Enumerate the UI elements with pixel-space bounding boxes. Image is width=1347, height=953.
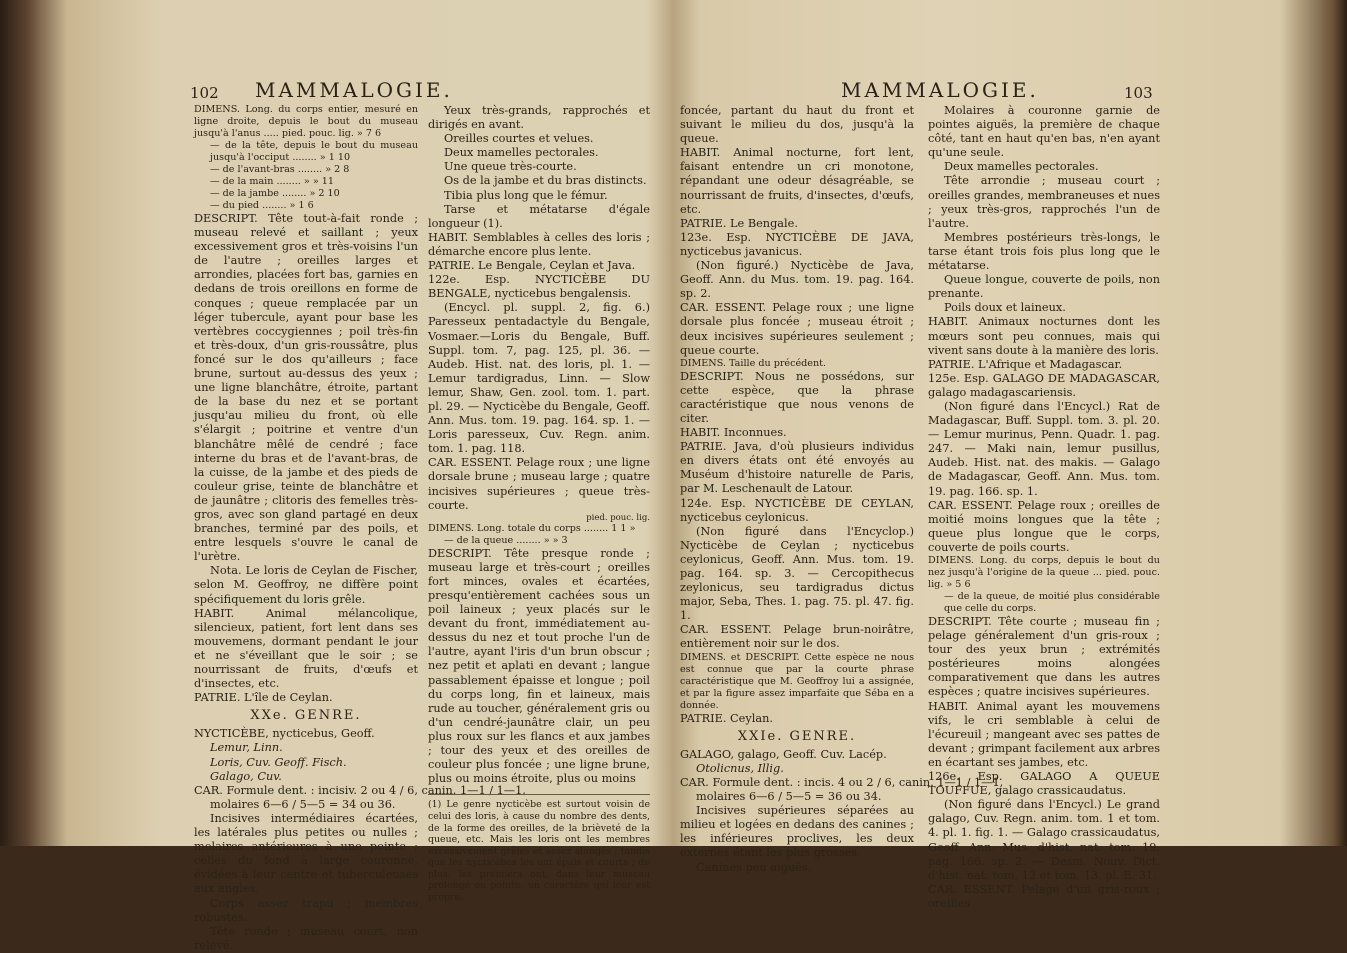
paragraph: CAR. Formule dent. : incis. 4 ou 2 / 6, canin. 1—1 / 1—1, (680, 775, 1004, 789)
paragraph: CAR. ESSENT. Pelage roux ; une ligne dorsale plus foncée ; museau étroit ; deux incisives supérieures seulement ; queue courte. (680, 301, 914, 357)
paragraph: DESCRIPT. Tête tout-à-fait ronde ; museau relevé et saillant ; yeux excessivement gros et très-voisins l'un de l'autre ; oreilles larges et arrondies, placées fort bas, garnies en dedans de trois oreillons en forme de conques ; queue remplacée par un léger tubercule, ayant pour base les vertèbres coccygiennes ; poil très-fin et très-doux, d'un gris-roussâtre, plus foncé sur le dos qu'ailleurs ; face brune, surtout au-dessus des yeux ; une ligne blanchâtre, étroite, partant de la base du nez et se portant jusqu'au milieu du front, où elle s'élargit ; poitrine et ventre d'un blanchâtre mêlé de cendré ; face interne du bras et de l'avant-bras, de la cuisse, de la jambe et des pieds de couleur grise, teinte de blanchâtre et de jaunâtre ; clitoris des femelles très-gros, avec son gland partagé en deux branches, terminé par des poils, et entre lesquels s'ouvre le canal de l'urètre. (194, 212, 418, 564)
right-column-1 (680, 104, 1004, 874)
paragraph: DESCRIPT. Nous ne possédons, sur cette espèce, que la phrase caractéristique que nous venons de citer. (680, 369, 914, 425)
paragraph: CAR. ESSENT. Pelage roux ; oreilles de moitié moins longues que la tête ; queue plus longue que le corps, couverte de poils courts. (928, 498, 1160, 554)
paragraph: 122e. Esp. NYCTICÈBE DU BENGALE, nycticebus bengalensis. (428, 273, 650, 301)
paragraph: CAR. ESSENT. Pelage brun-noirâtre, entièrement noir sur le dos. (680, 623, 914, 651)
paragraph: Os de la jambe et du bras distincts. (444, 174, 647, 188)
paragraph: DIMENS. Taille du précédent. (680, 357, 827, 369)
paragraph: DIMENS. Long. du corps entier, mesuré en ligne droite, depuis le bout du museau jusqu'à l'anus ..... pied. pouc. lig. » 7 6 (194, 104, 418, 139)
paragraph: CAR. ESSENT. Pelage d'un gris-roux ; oreilles (928, 882, 1160, 910)
paragraph: HABIT. Animal nocturne, fort lent, faisant entendre un cri monotone, répandant une odeur désagréable, se nourrissant de fruits, d'insectes, d'œufs, etc. (680, 146, 914, 216)
paragraph: Loris, Cuv. Geoff. Fisch. (210, 755, 347, 769)
paragraph: PATRIE. Java, d'où plusieurs individus en divers états ont été envoyés au Muséum d'histoire naturelle de Paris, par M. Leschenault de Latour. (680, 440, 914, 496)
paragraph: 125e. Esp. GALAGO DE MADAGASCAR, galago madagascariensis. (928, 371, 1160, 399)
paragraph: — de la tête, depuis le bout du museau jusqu'à l'occiput ........ » 1 10 (210, 140, 418, 163)
paragraph: CAR. ESSENT. Pelage roux ; une ligne dorsale brune ; museau large ; quatre incisives supérieures ; queue très-courte. (428, 456, 650, 512)
paragraph: Membres postérieurs très-longs, le tarse étant trois fois plus long que le métatarse. (928, 230, 1160, 273)
right-page (676, 0, 1296, 910)
paragraph: PATRIE. L'île de Ceylan. (194, 691, 333, 705)
paragraph: — de la jambe ........ » 2 10 (210, 188, 340, 199)
paragraph: CAR. Formule dent. : incisiv. 2 ou 4 / 6, canin. 1—1 / 1—1, (194, 783, 526, 797)
paragraph: 123e. Esp. NYCTICÈBE DE JAVA, nycticebus javanicus. (680, 230, 914, 258)
paragraph: 124e. Esp. NYCTICÈBE DE CEYLAN, nycticebus ceylonicus. (680, 496, 914, 524)
page-number: 103 (1124, 84, 1153, 102)
paragraph: Tibia plus long que le fémur. (444, 188, 608, 202)
paragraph: Otolicnus, Illig. (696, 761, 784, 775)
paragraph: HABIT. Animal ayant les mouvemens vifs, le cri semblable à celui de l'écureuil ; mangeant avec ses pattes de devant ; grimpant facilement aux arbres en écartant ses jambes, etc. (928, 699, 1160, 769)
paragraph: Incisives supérieures séparées au milieu et logées en dedans des canines ; les inférieures proclives, les deux externes étant les plus grosses. (680, 804, 914, 860)
paragraph: Nota. Le loris de Ceylan de Fischer, selon M. Geoffroy, ne diffère point spécifiquement du loris grêle. (194, 564, 418, 606)
paragraph: Tête ronde ; museau court, non relevé. (194, 924, 418, 952)
paragraph: Lemur, Linn. (210, 741, 283, 755)
paragraph: (Non figuré dans l'Encycl.) Le grand galago, Cuv. Regn. anim. tom. 1 et tom. 4. pl. 1. fig. 1. — Galago crassicaudatus, Geoff. Ann. Mus. d'hist. nat. tom. 19. pag. 166. sp. 2. — Desm. Nouv. Dict. d'hist. nat. tom. 12 et tom. 13. pl. E. 31. (928, 798, 1160, 882)
paragraph: HABIT. Inconnues. (680, 426, 787, 440)
paragraph: PATRIE. Le Bengale, Ceylan et Java. (428, 259, 636, 273)
paragraph: molaires 6—6 / 5—5 = 34 ou 36. (210, 797, 396, 811)
paragraph: DESCRIPT. Tête presque ronde ; museau large et très-court ; oreilles fort minces, ovales et écartées, presqu'entièrement cachées sous un poil laineux ; yeux placés sur le devant du front, immédiatement au-dessus du nez et tout proche l'un de l'autre, ayant l'iris d'un brun obscur ; nez petit et aplati en devant ; langue passablement épaisse et longue ; poil du corps long, fin et laineux, mais rude au toucher, généralement gris ou d'un cendré-jaunâtre clair, un peu plus roux sur les flancs et aux jambes ; tour des yeux et des oreilles de couleur plus foncée ; une ligne brune, plus ou moins étroite, plus ou moins (428, 546, 650, 786)
paragraph: Tarse et métatarse d'égale longueur (1). (428, 202, 650, 230)
paragraph: Oreilles courtes et velues. (444, 132, 594, 146)
paragraph: DIMENS. Long. totale du corps ........ 1 1 » (428, 522, 636, 534)
paragraph: — de la queue, de moitié plus considérable que celle du corps. (944, 591, 1160, 614)
paragraph: (1) Le genre nycticèbe est surtout voisin de celui des loris, à cause du nombre des dents, de la forme des oreilles, de la brièveté de la queue, etc. Mais les loris ont les membres excessivement grêles et assez alongés ; tandis que les nycticèbes les ont épais et courts ; de plus, les premiers ont, dans leur museau prolongé ou pointu, un caractère qui leur est propre. (428, 794, 650, 903)
paragraph: — de la main ........ » » 11 (210, 176, 334, 187)
left-page (60, 0, 672, 952)
paragraph: Canines peu aiguës. (696, 860, 812, 874)
paragraph: DIMENS. Long. du corps, depuis le bout du nez jusqu'à l'origine de la queue ... pied. pouc. lig. » 5 6 (928, 555, 1160, 590)
paragraph: Deux mamelles pectorales. (444, 146, 599, 160)
paragraph: DESCRIPT. Tête courte ; museau fin ; pelage généralement d'un gris-roux ; tour des yeux brun ; extrémités postérieures moins alongées comparativement que dans les autres espèces ; quatre incisives supérieures. (928, 615, 1160, 699)
paragraph: (Encycl. pl. suppl. 2, fig. 6.) Paresseux pentadactyle du Bengale, Vosmaer.—Loris du Bengale, Buff. Suppl. tom. 7, pag. 125, pl. 36. — Audeb. Hist. nat. des loris, pl. 1. — Lemur tardigradus, Linn. — Slow lemur, Shaw, Gen. zool. tom. 1. part. pl. 29. — Nycticèbe du Bengale, Geoff. Ann. Mus. tom. 19. pag. 164. sp. 1. — Loris paresseux, Cuv. Regn. anim. tom. 1. pag. 118. (428, 301, 650, 456)
paragraph: Tête arrondie ; museau court ; oreilles grandes, membraneuses et nues ; yeux très-gros, rapprochés l'un de l'autre. (928, 174, 1160, 230)
paragraph: PATRIE. L'Afrique et Madagascar. (928, 357, 1123, 371)
paragraph: pied. pouc. lig. (586, 512, 650, 523)
running-head: MAMMALOGIE. (255, 78, 453, 102)
paragraph: PATRIE. Ceylan. (680, 711, 773, 725)
paragraph: XXIe. GENRE. (737, 728, 857, 744)
paragraph: HABIT. Animal mélancolique, silencieux, patient, fort lent dans ses mouvemens, dormant pendant le jour et ne s'éveillant que le soir ; se nourrissant de fruits, d'œufs et d'insectes, etc. (194, 606, 418, 691)
paragraph: XXe. GENRE. (250, 708, 362, 724)
paragraph: Yeux très-grands, rapprochés et dirigés en avant. (428, 104, 650, 132)
paragraph: foncée, partant du haut du front et suivant le milieu du dos, jusqu'à la queue. (680, 104, 914, 146)
paragraph: 126e. Esp. GALAGO A QUEUE TOUFFUE, galago crassicaudatus. (928, 770, 1160, 798)
paragraph: — du pied ........ » 1 6 (210, 200, 314, 211)
paragraph: Corps assez trapu ; membres robustes. (194, 896, 418, 924)
page-number: 102 (190, 84, 219, 102)
paragraph: Galago, Cuv. (210, 769, 282, 783)
paragraph: Poils doux et laineux. (944, 301, 1066, 315)
paragraph: HABIT. Animaux nocturnes dont les mœurs sont peu connues, mais qui vivent sans doute à la manière des loris. (928, 315, 1160, 357)
right-column-2 (928, 104, 1160, 910)
left-column-2 (428, 104, 650, 904)
paragraph: DIMENS. et DESCRIPT. Cette espèce ne nous est connue que par la courte phrase caractéristique que M. Geoffroy lui a assignée, et par la figure assez imparfaite que Séba en a donnée. (680, 651, 914, 711)
paragraph: GALAGO, galago, Geoff. Cuv. Lacép. (680, 747, 887, 761)
paragraph: — de la queue ........ » » 3 (444, 534, 568, 546)
paragraph: HABIT. Semblables à celles des loris ; démarche encore plus lente. (428, 230, 650, 258)
running-head: MAMMALOGIE. (841, 78, 1039, 102)
paragraph: — de l'avant-bras ........ » 2 8 (210, 164, 350, 175)
paragraph: Incisives intermédiaires écartées, les latérales plus petites ou nulles ; molaires antérieures à une pointe ; celles du fond à large couronne, évidées à leur centre et tuberculeuses aux angles. (194, 811, 418, 896)
paragraph: PATRIE. Le Bengale. (680, 216, 798, 230)
paragraph: (Non figuré.) Nycticèbe de Java, Geoff. Ann. du Mus. tom. 19. pag. 164. sp. 2. (680, 259, 914, 301)
paragraph: Queue longue, couverte de poils, non prenante. (928, 273, 1160, 301)
paragraph: Deux mamelles pectorales. (944, 160, 1099, 174)
paragraph: (Non figuré dans l'Encyclop.) Nycticèbe de Ceylan ; nycticebus ceylonicus, Geoff. Ann. Mus. tom. 19. pag. 164. sp. 3. — Cercopithecus zeylonicus, seu tardigradus dictus major, Seba, Thes. 1. pag. 75. pl. 47. fig. 1. (680, 524, 914, 623)
paragraph: NYCTICÈBE, nycticebus, Geoff. (194, 727, 375, 741)
paragraph: Molaires à couronne garnie de pointes aiguës, la première de chaque côté, tant en haut qu'en bas, n'en ayant qu'une seule. (928, 104, 1160, 160)
paragraph: molaires 6—6 / 5—5 = 36 ou 34. (696, 790, 882, 804)
paragraph: Une queue très-courte. (444, 160, 577, 174)
paragraph: (Non figuré dans l'Encycl.) Rat de Madagascar, Buff. Suppl. tom. 3. pl. 20. — Lemur murinus, Penn. Quadr. 1. pag. 247. — Maki nain, lemur pusillus, Audeb. Hist. nat. des makis. — Galago de Madagascar, Geoff. Ann. Mus. tom. 19. pag. 166. sp. 1. (928, 399, 1160, 498)
